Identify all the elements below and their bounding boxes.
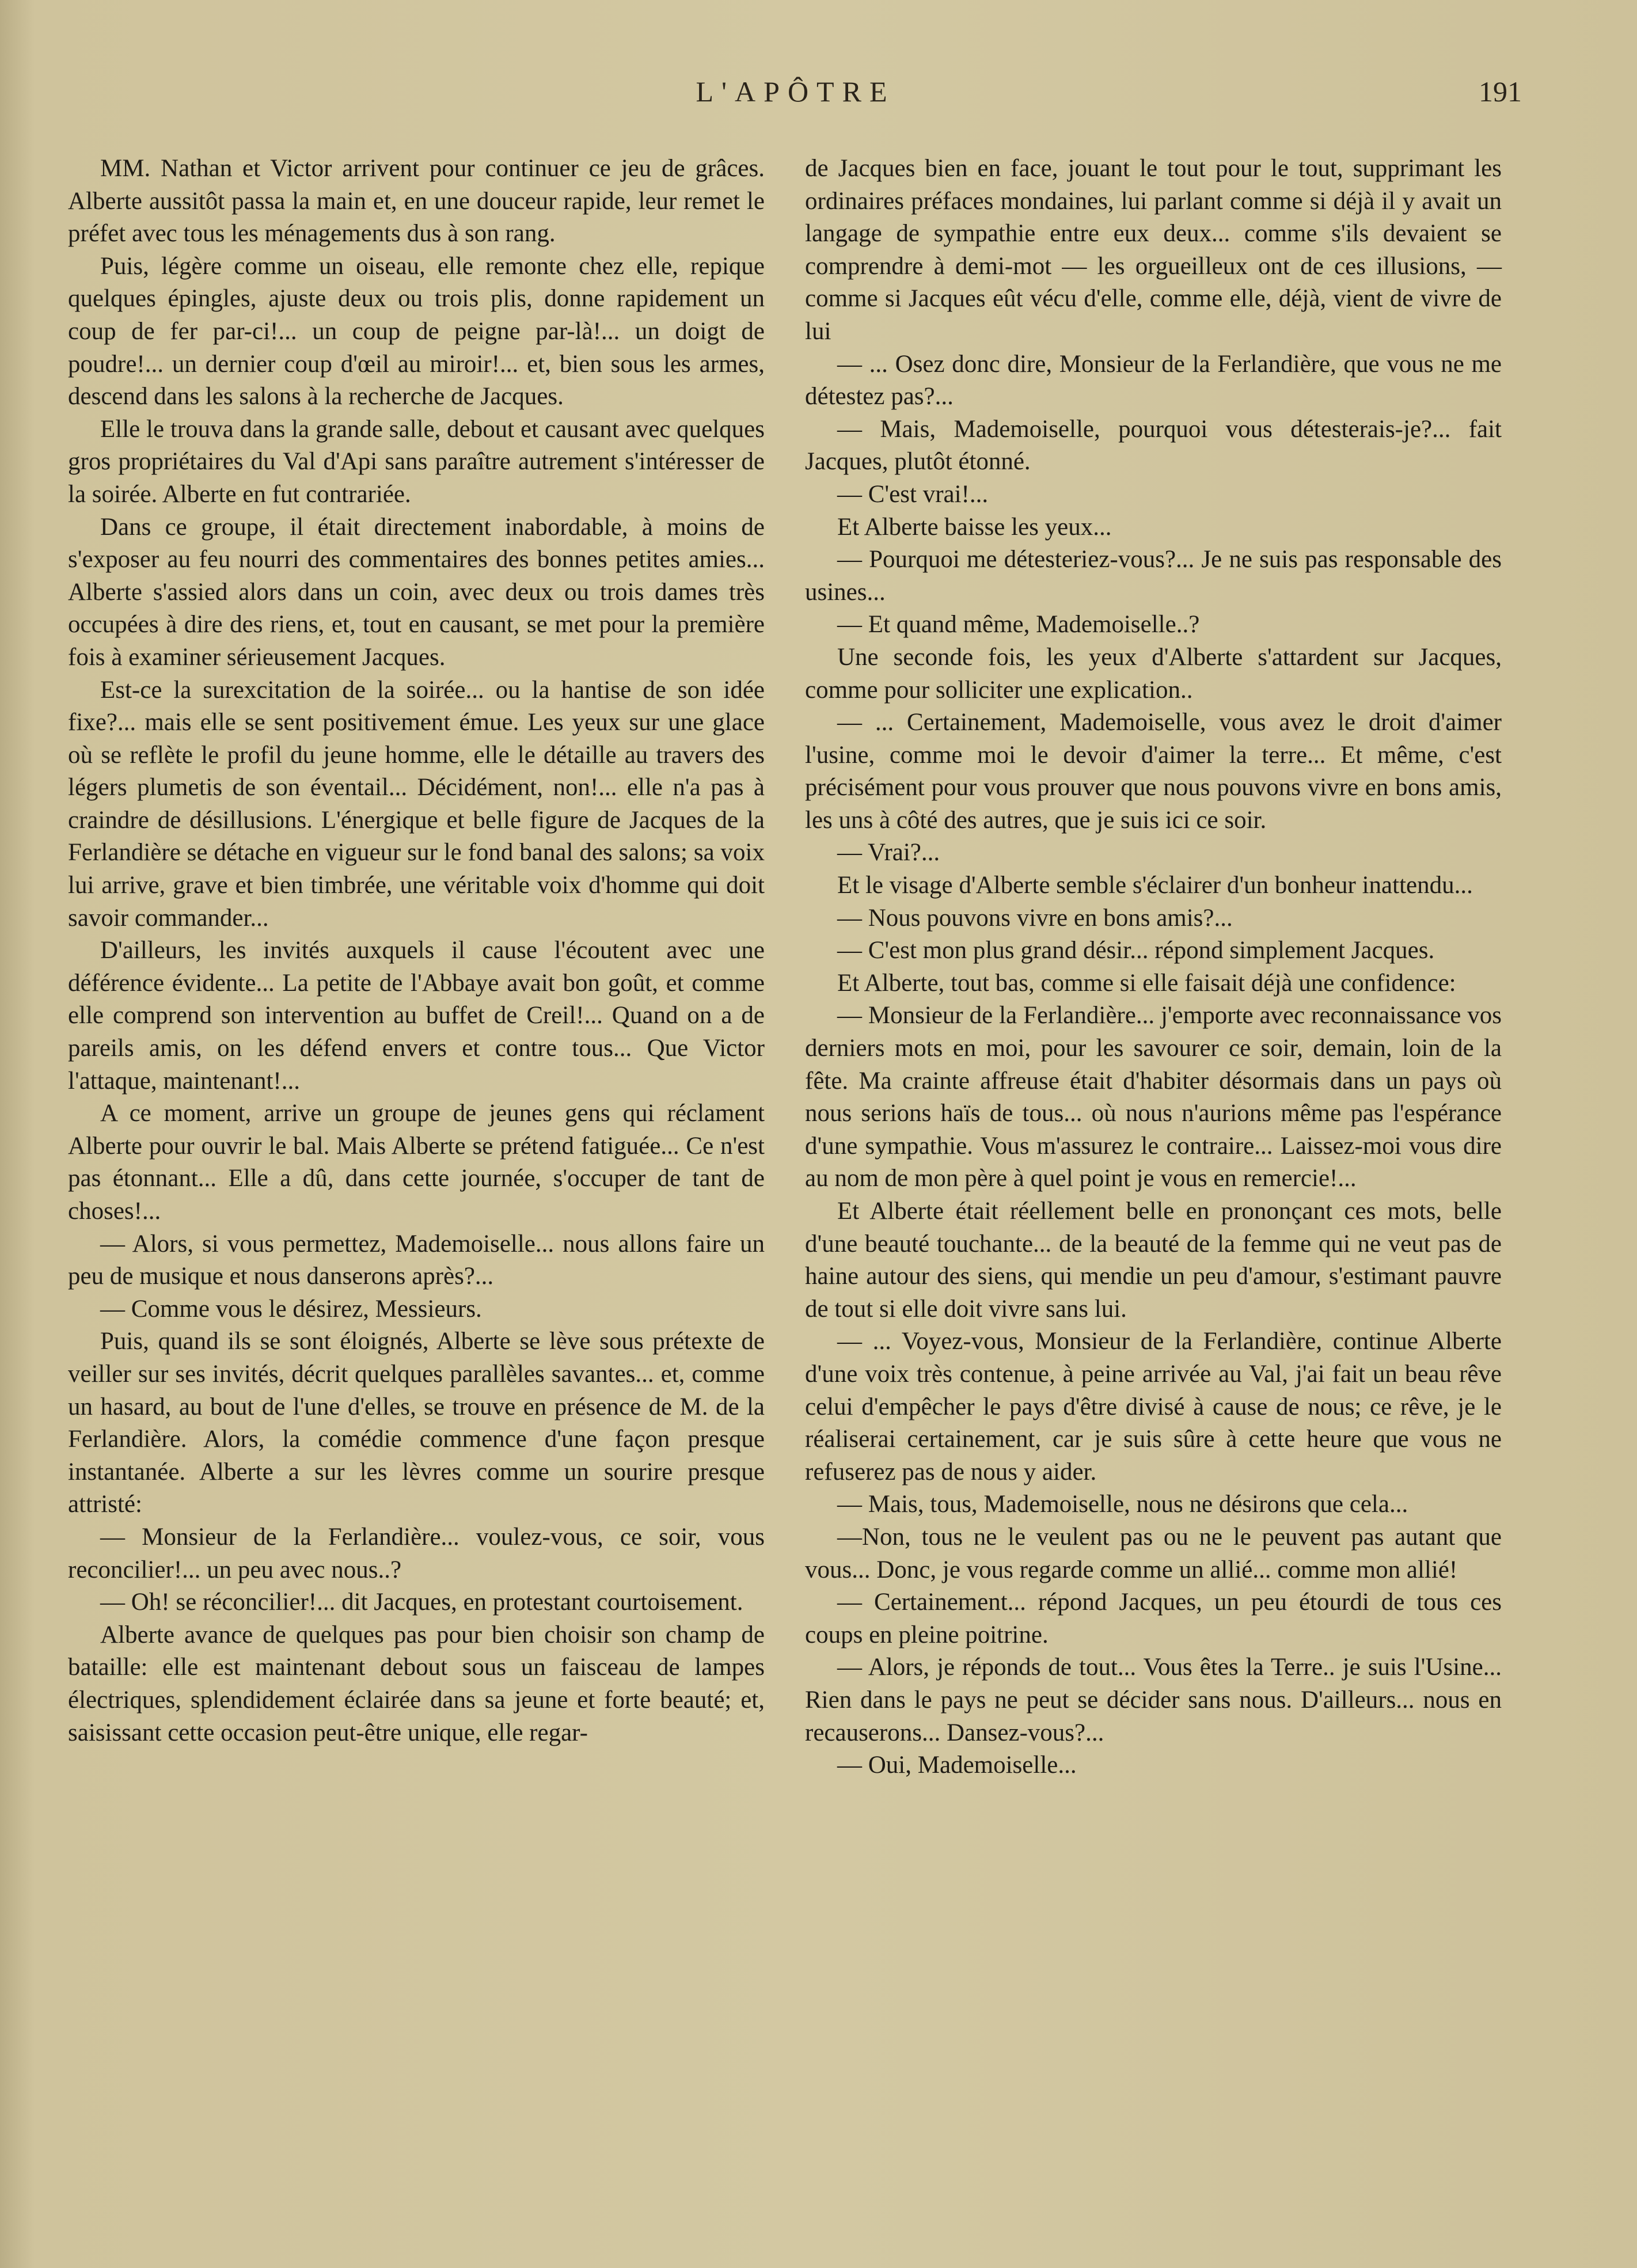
paragraph: — C'est mon plus grand désir... répond simplement Jacques.	[837, 937, 1435, 964]
left-column	[68, 153, 765, 1749]
paragraph: MM. Nathan et Victor arrivent pour continuer ce jeu de grâces. Alberte aussitôt passa la main et, en une douceur rapide, leur remet le préfet avec tous les ménagements dus à son rang.	[68, 155, 765, 248]
paragraph: — Et quand même, Mademoiselle..?	[837, 611, 1200, 639]
paragraph: — C'est vrai!...	[837, 480, 989, 508]
running-title: L'APÔTRE	[696, 75, 895, 108]
paragraph: — ... Osez donc dire, Monsieur de la Ferlandière, que vous ne me détestez pas?...	[805, 350, 1502, 411]
paragraph: — Oh! se réconcilier!... dit Jacques, en protestant courtoisement.	[100, 1589, 743, 1616]
right-column	[805, 153, 1502, 1782]
paragraph: Alberte avance de quelques pas pour bien choisir son champ de bataille: elle est maintenant debout sous un faisceau de lampes électriques, splendidement éclairée dans sa jeune et forte beauté; et, saisissant cette occasion peut-être unique, elle regar-	[68, 1621, 765, 1746]
text-columns	[68, 153, 1519, 2202]
paragraph: — Pourquoi me détesteriez-vous?... Je ne suis pas responsable des usines...	[805, 546, 1502, 606]
paragraph: — Mais, Mademoiselle, pourquoi vous détesterais-je?... fait Jacques, plutôt étonné.	[805, 415, 1502, 476]
paragraph: — Monsieur de la Ferlandière... voulez-vous, ce soir, vous reconcilier!... un peu avec nous..?	[68, 1523, 765, 1583]
page-number: 191	[1479, 75, 1522, 108]
paragraph: — Mais, tous, Mademoiselle, nous ne désirons que cela...	[837, 1491, 1408, 1518]
paragraph: Et le visage d'Alberte semble s'éclairer d'un bonheur inattendu...	[837, 872, 1473, 899]
paragraph: — Nous pouvons vivre en bons amis?...	[837, 904, 1233, 932]
paragraph: Puis, quand ils se sont éloignés, Alberte se lève sous prétexte de veiller sur ses invités, décrit quelques parallèles savantes... et, comme un hasard, au bout de l'une d'elles, se trouve en présence de M. de la Ferlandière. Alors, la comédie commence d'une façon presque instantanée. Alberte a sur les lèvres comme un sourire presque attristé:	[68, 1328, 765, 1518]
paragraph: — Vrai?...	[837, 839, 940, 867]
paragraph: — Alors, si vous permettez, Mademoiselle... nous allons faire un peu de musique et nous danserons après?...	[68, 1230, 765, 1290]
paragraph: — ... Certainement, Mademoiselle, vous avez le droit d'aimer l'usine, comme moi le devoir d'aimer la terre... Et même, c'est précisément pour vous prouver que nous pouvons vivre en bons amis, les uns à côté des autres, que je suis ici ce soir.	[805, 709, 1502, 834]
paragraph: — Comme vous le désirez, Messieurs.	[100, 1295, 482, 1323]
paragraph: Et Alberte était réellement belle en prononçant ces mots, belle d'une beauté touchante... de la beauté de la femme qui ne veut pas de haine autour des siens, qui mendie un peu d'amour, s'estimant pauvre de tout si elle doit vivre sans lui.	[805, 1198, 1502, 1323]
paragraph: Elle le trouva dans la grande salle, debout et causant avec quelques gros propriétaires du Val d'Api sans paraître autrement s'intéresser de la soirée. Alberte en fut contrariée.	[68, 415, 765, 508]
page-header	[69, 75, 1522, 121]
paragraph: — Certainement... répond Jacques, un peu étourdi de tous ces coups en pleine poitrine.	[805, 1589, 1502, 1648]
paragraph: Dans ce groupe, il était directement inabordable, à moins de s'exposer au feu nourri des commentaires des bonnes petites amies... Alberte s'assied alors dans un coin, avec deux ou trois dames très occupées à dire des riens, et, tout en causant, se met pour la première fois à examiner sérieusement Jacques.	[68, 513, 765, 671]
paragraph: A ce moment, arrive un groupe de jeunes gens qui réclament Alberte pour ouvrir le bal. Mais Alberte se prétend fatiguée... Ce n'est pas étonnant... Elle a dû, dans cette journée, s'occuper de tant de choses!...	[68, 1100, 765, 1225]
paragraph: Et Alberte, tout bas, comme si elle faisait déjà une confidence:	[837, 969, 1456, 997]
paragraph: — Oui, Mademoiselle...	[837, 1752, 1077, 1779]
paragraph: Une seconde fois, les yeux d'Alberte s'attardent sur Jacques, comme pour solliciter une explication..	[805, 643, 1502, 704]
paragraph: — Monsieur de la Ferlandière... j'emporte avec reconnaissance vos derniers mots en moi, pour les savourer ce soir, demain, loin de la fête. Ma crainte affreuse était d'habiter désormais dans un pays où nous serions haïs de tous... où nous n'aurions même pas l'espérance d'une sympathie. Vous m'assurez le contraire... Laissez-moi vous dire au nom de mon père à quel point je vous en remercie!...	[805, 1002, 1502, 1192]
paragraph: de Jacques bien en face, jouant le tout pour le tout, supprimant les ordinaires préfaces mondaines, lui parlant comme si déjà il y avait un langage de sympathie entre eux deux... comme s'ils devaient se comprendre à demi-mot — les orgueilleux ont de ces illusions, — comme si Jacques eût vécu d'elle, comme elle, déjà, vient de vivre de lui	[805, 155, 1502, 345]
paragraph: — ... Voyez-vous, Monsieur de la Ferlandière, continue Alberte d'une voix très contenue, à peine arrivée au Val, j'ai fait un beau rêve celui d'empêcher le pays d'être divisé à cause de nous; ce rêve, je le réaliserai certainement, car je suis sûre à cette heure que vous ne refuserez pas de nous y aider.	[805, 1328, 1502, 1486]
paragraph: Est-ce la surexcitation de la soirée... ou la hantise de son idée fixe?... mais elle se sent positivement émue. Les yeux sur une glace où se reflète le profil du jeune homme, elle le détaille au travers des légers plumetis de son éventail... Décidément, non!... elle n'a pas à craindre de désillusions. L'énergique et belle figure de Jacques de la Ferlandière se détache en vigueur sur le fond banal des salons; sa voix lui arrive, grave et bien timbrée, une véritable voix d'homme qui doit savoir commander...	[68, 676, 765, 932]
paragraph: —Non, tous ne le veulent pas ou ne le peuvent pas autant que vous... Donc, je vous regarde comme un allié... comme mon allié!	[805, 1523, 1502, 1583]
paragraph: Puis, légère comme un oiseau, elle remonte chez elle, repique quelques épingles, ajuste deux ou trois plis, donne rapidement un coup de fer par-ci!... un coup de peigne par-là!... un doigt de poudre!... un dernier coup d'œil au miroir!... et, bien sous les armes, descend dans les salons à la recherche de Jacques.	[68, 252, 765, 411]
paragraph: — Alors, je réponds de tout... Vous êtes la Terre.. je suis l'Usine... Rien dans le pays ne peut se décider sans nous. D'ailleurs... nous en recauserons... Dansez-vous?...	[805, 1654, 1502, 1746]
paragraph: D'ailleurs, les invités auxquels il cause l'écoutent avec une déférence évidente... La petite de l'Abbaye avait bon goût, et comme elle comprend son intervention au buffet de Creil!... Quand on a de pareils amis, on les défend envers et contre tous... Que Victor l'attaque, maintenant!...	[68, 937, 765, 1095]
paragraph: Et Alberte baisse les yeux...	[837, 513, 1112, 541]
